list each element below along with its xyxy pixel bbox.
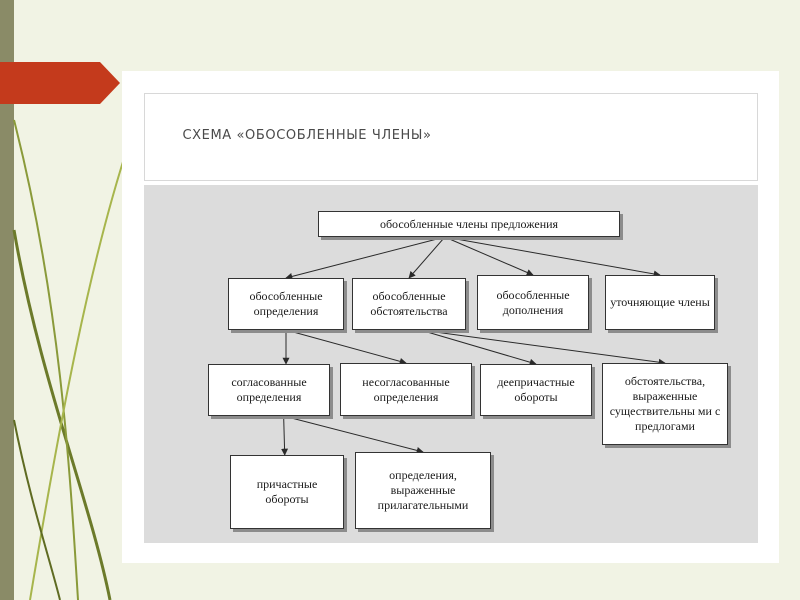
node-gerund-phrases: деепричастные обороты	[480, 364, 592, 416]
node-separated-definitions: обособленные определения	[228, 278, 344, 330]
node-clarifying-members: уточняющие члены	[605, 275, 715, 330]
node-adjective-definitions: определения, выраженные прилагательными	[355, 452, 491, 529]
connector-circ-gerund	[420, 330, 536, 364]
node-participial-phrases: причастные обороты	[230, 455, 344, 529]
connector-root-circ	[409, 237, 445, 278]
connector-root-def	[286, 237, 445, 278]
node-agreed-definitions: согласованные определения	[208, 364, 330, 416]
node-separated-additions: обособленные дополнения	[477, 275, 589, 330]
connector-agreed-adjective	[284, 416, 423, 452]
connector-def-unagreed	[286, 330, 406, 363]
connector-agreed-participle	[284, 416, 285, 455]
node-prepositional-circumstances: обстоятельства, выраженные существительны ми с предлогами	[602, 363, 728, 445]
slide-title: СХЕМА «ОБОСОБЛЕННЫЕ ЧЛЕНЫ»	[182, 128, 432, 143]
connector-root-clar	[445, 237, 660, 275]
connector-root-add	[445, 237, 533, 275]
node-unagreed-definitions: несогласованные определения	[340, 363, 472, 416]
connector-circ-prep	[420, 330, 665, 363]
node-separated-sentence-members: обособленные члены предложения	[318, 211, 620, 237]
node-separated-circumstances: обособленные обстоятельства	[352, 278, 466, 330]
